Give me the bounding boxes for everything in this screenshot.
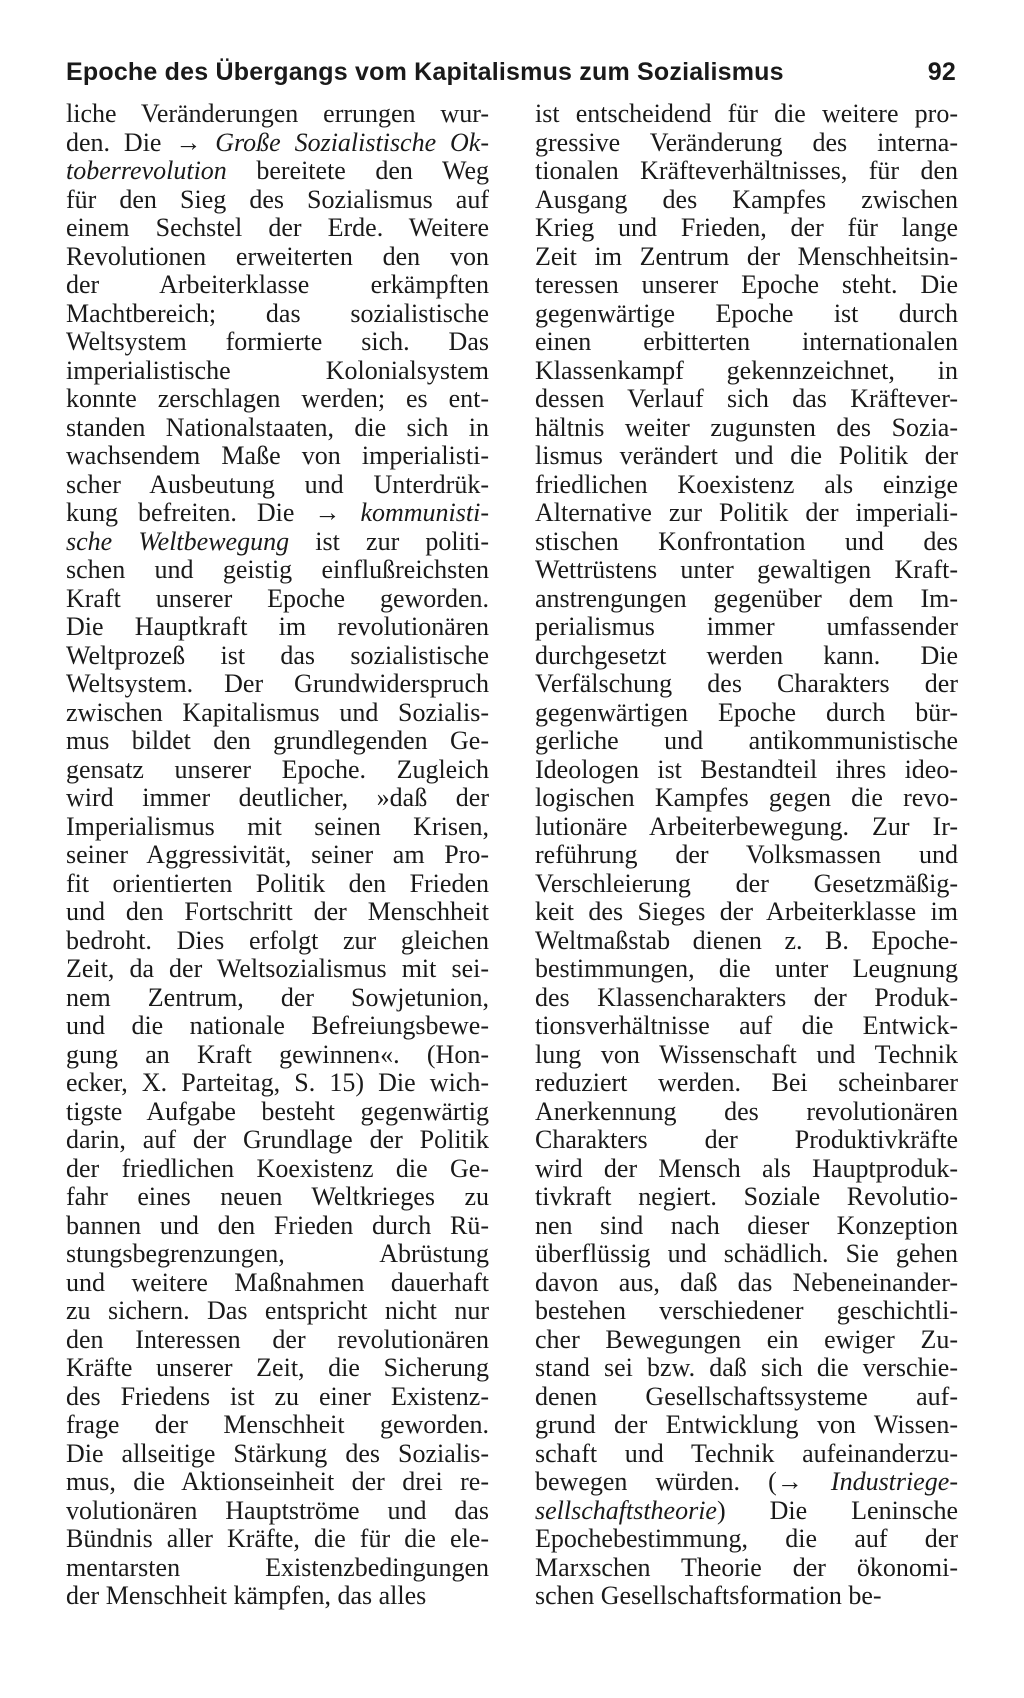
text-line xyxy=(66,1554,489,1583)
text-line xyxy=(66,1326,489,1355)
text-line xyxy=(66,585,489,614)
text-line xyxy=(66,1269,489,1298)
text-line xyxy=(535,1269,958,1298)
text-line xyxy=(535,528,958,557)
text-run: und weitere Maßnahmen dauerhaft xyxy=(66,1268,489,1297)
text-line xyxy=(66,471,489,500)
text-line xyxy=(535,471,958,500)
text-run: Zeit, da der Weltsozialismus mit sei- xyxy=(66,955,489,983)
text-columns xyxy=(66,100,958,1611)
text-line xyxy=(535,100,958,129)
text-line xyxy=(535,1440,958,1469)
text-line xyxy=(66,1297,489,1326)
italic-text-run: kommunisti- xyxy=(360,499,489,527)
text-line xyxy=(535,1126,958,1155)
text-run: Marxschen Theorie der ökonomi- xyxy=(535,1553,958,1582)
text-run: anstrengungen gegenüber dem Im- xyxy=(535,584,958,613)
text-run: zwischen Kapitalismus und Sozialis- xyxy=(66,698,489,727)
text-line xyxy=(66,1383,489,1412)
text-run: imperialistische Kolonialsystem xyxy=(66,356,489,385)
text-run: durchgesetzt werden kann. Die xyxy=(535,641,958,670)
text-line xyxy=(66,1155,489,1184)
text-line xyxy=(535,243,958,272)
text-run: tivkraft negiert. Soziale Revolutio- xyxy=(535,1183,958,1211)
text-line xyxy=(535,1212,958,1241)
text-line xyxy=(535,414,958,443)
text-run: davon aus, daß das Nebeneinander- xyxy=(535,1268,958,1297)
text-run: ) Die Leninsche xyxy=(716,1496,958,1525)
text-run: Weltsystem formierte sich. Das xyxy=(66,328,489,356)
text-run: nem Zentrum, der Sowjetunion, xyxy=(66,983,489,1012)
text-line xyxy=(66,613,489,642)
text-run: Epochebestimmung, die auf der xyxy=(535,1525,958,1553)
text-run: seiner Aggressivität, seiner am Pro- xyxy=(66,841,489,869)
text-line xyxy=(66,1525,489,1554)
text-run: gung an Kraft gewinnen«. (Hon- xyxy=(66,1040,489,1069)
text-run: scher Ausbeutung und Unterdrük- xyxy=(66,470,489,499)
text-line xyxy=(535,870,958,899)
text-line xyxy=(66,1126,489,1155)
text-run: zu sichern. Das entspricht nicht nur xyxy=(66,1297,489,1325)
text-line xyxy=(66,528,489,557)
text-line xyxy=(66,1411,489,1440)
text-line xyxy=(535,300,958,329)
text-line xyxy=(535,670,958,699)
text-run: schen Gesellschaftsformation be- xyxy=(535,1582,882,1610)
text-line xyxy=(66,898,489,927)
text-run: Revolutionen erweiterten den von xyxy=(66,242,489,271)
text-line xyxy=(66,1212,489,1241)
running-head-title: Epoche des Übergangs vom Kapitalismus zum Sozialismus xyxy=(66,58,784,86)
text-run: Alternative zur Politik der imperiali- xyxy=(535,499,958,527)
text-run: reduziert werden. Bei scheinbarer xyxy=(535,1069,958,1097)
text-line xyxy=(535,1326,958,1355)
text-line xyxy=(66,870,489,899)
text-line xyxy=(66,1497,489,1526)
text-run: Ideologen ist Bestandteil ihres ideo- xyxy=(535,755,958,784)
text-run: keit des Sieges der Arbeiterklasse im xyxy=(535,898,958,926)
text-run: mus, die Aktionseinheit der drei re- xyxy=(66,1468,489,1496)
text-line xyxy=(535,186,958,215)
text-run: nen sind nach dieser Konzeption xyxy=(535,1211,958,1240)
text-run: einem Sechstel der Erde. Weitere xyxy=(66,214,489,242)
text-line xyxy=(66,1354,489,1383)
text-line xyxy=(66,243,489,272)
text-line xyxy=(535,1554,958,1583)
text-line xyxy=(535,699,958,728)
text-line xyxy=(66,1012,489,1041)
text-run: der friedlichen Koexistenz die Ge- xyxy=(66,1154,489,1183)
text-line xyxy=(66,642,489,671)
text-run: der Menschheit kämpfen, das alles xyxy=(66,1582,427,1610)
text-run: bestehen verschiedener geschichtli- xyxy=(535,1297,958,1325)
text-run: Klassenkampf gekennzeichnet, in xyxy=(535,356,958,385)
text-run: schaft und Technik aufeinanderzu- xyxy=(535,1439,958,1468)
text-run: Verschleierung der Gesetzmäßig- xyxy=(535,869,958,898)
text-run: Wettrüstens unter gewaltigen Kraft- xyxy=(535,556,958,584)
text-run: kung befreiten. Die → xyxy=(66,499,361,527)
text-run: und den Fortschritt der Menschheit xyxy=(66,898,489,926)
page xyxy=(66,52,958,1611)
text-run: standen Nationalstaaten, die sich in xyxy=(66,413,489,442)
text-run: lismus verändert und die Politik der xyxy=(535,442,958,470)
text-run: den Interessen der revolutionären xyxy=(66,1325,489,1354)
text-run: mus bildet den grundlegenden Ge- xyxy=(66,727,489,755)
text-run: bannen und den Frieden durch Rü- xyxy=(66,1211,489,1240)
text-run: Die allseitige Stärkung des Sozialis- xyxy=(66,1439,489,1468)
italic-text-run: Industriege- xyxy=(830,1468,958,1496)
text-line xyxy=(535,756,958,785)
text-run: ecker, X. Parteitag, S. 15) Die wich- xyxy=(66,1069,489,1097)
running-head xyxy=(66,52,958,92)
page-number: 92 xyxy=(927,58,956,86)
text-run: gegenwärtige Epoche ist durch xyxy=(535,299,958,328)
text-run: liche Veränderungen errungen wur- xyxy=(66,100,489,128)
text-line xyxy=(66,186,489,215)
text-line xyxy=(535,1497,958,1526)
text-run: Imperialismus mit seinen Krisen, xyxy=(66,812,489,841)
text-run: ist zur politi- xyxy=(289,527,489,556)
text-line xyxy=(66,271,489,300)
text-line xyxy=(535,442,958,471)
text-line xyxy=(66,784,489,813)
text-line xyxy=(66,813,489,842)
text-line xyxy=(535,1240,958,1269)
text-line xyxy=(535,642,958,671)
text-line xyxy=(66,927,489,956)
text-line xyxy=(535,1069,958,1098)
text-run: den. Die → xyxy=(66,128,216,157)
text-line xyxy=(535,784,958,813)
text-line xyxy=(66,1468,489,1497)
text-line xyxy=(66,1069,489,1098)
text-run: wachsendem Maße von imperialisti- xyxy=(66,442,489,470)
text-line xyxy=(66,499,489,528)
text-run: Kräfte unserer Zeit, die Sicherung xyxy=(66,1354,489,1382)
text-run: Weltmaßstab dienen z. B. Epoche- xyxy=(535,926,958,955)
text-line xyxy=(535,613,958,642)
text-line xyxy=(66,955,489,984)
text-run: des Friedens ist zu einer Existenz- xyxy=(66,1382,489,1411)
text-line xyxy=(535,1468,958,1497)
text-run: dessen Verlauf sich das Kräftever- xyxy=(535,385,958,413)
text-run: hältnis weiter zugunsten des Sozia- xyxy=(535,413,958,442)
text-run: tionalen Kräfteverhältnisses, für den xyxy=(535,157,958,185)
text-line xyxy=(535,1383,958,1412)
text-line xyxy=(535,328,958,357)
text-line xyxy=(535,385,958,414)
text-run: grund der Entwicklung von Wissen- xyxy=(535,1411,958,1439)
text-run: schen und geistig einflußreichsten xyxy=(66,556,489,584)
text-line xyxy=(66,699,489,728)
text-line xyxy=(535,841,958,870)
text-run: lutionäre Arbeiterbewegung. Zur Ir- xyxy=(535,812,958,841)
text-run: stungsbegrenzungen, Abrüstung xyxy=(66,1240,489,1268)
text-run: bereitete den Weg xyxy=(226,157,489,185)
text-line xyxy=(535,727,958,756)
text-run: perialismus immer umfassender xyxy=(535,613,958,641)
text-line xyxy=(66,442,489,471)
text-line xyxy=(535,1183,958,1212)
text-line xyxy=(535,927,958,956)
text-run: Weltsystem. Der Grundwiderspruch xyxy=(66,670,489,698)
text-run: reführung der Volksmassen und xyxy=(535,841,958,869)
text-run: bestimmungen, die unter Leugnung xyxy=(535,955,958,983)
text-run: tionsverhältnisse auf die Entwick- xyxy=(535,1012,958,1040)
text-line xyxy=(535,1525,958,1554)
text-run: wird der Mensch als Hauptproduk- xyxy=(535,1154,958,1183)
text-line xyxy=(535,357,958,386)
text-line xyxy=(535,214,958,243)
text-line xyxy=(66,357,489,386)
text-run: und die nationale Befreiungsbewe- xyxy=(66,1012,489,1040)
text-run: Die Hauptkraft im revolutionären xyxy=(66,613,489,641)
text-line xyxy=(66,385,489,414)
text-run: des Klassencharakters der Produk- xyxy=(535,983,958,1012)
text-line xyxy=(535,129,958,158)
italic-text-run: sellschaftstheorie xyxy=(535,1496,717,1525)
text-run: Bündnis aller Kräfte, die für die ele- xyxy=(66,1525,489,1553)
text-run: frage der Menschheit geworden. xyxy=(66,1411,489,1439)
text-line xyxy=(66,100,489,129)
text-line xyxy=(66,670,489,699)
text-line xyxy=(66,1440,489,1469)
text-run: gressive Veränderung des interna- xyxy=(535,128,958,157)
text-line xyxy=(535,271,958,300)
text-line xyxy=(66,1041,489,1070)
text-run: cher Bewegungen ein ewiger Zu- xyxy=(535,1325,958,1354)
text-run: Zeit im Zentrum der Menschheitsin- xyxy=(535,242,958,271)
text-line xyxy=(535,1012,958,1041)
text-line xyxy=(535,898,958,927)
text-run: volutionären Hauptströme und das xyxy=(66,1496,489,1525)
text-line xyxy=(66,129,489,158)
text-run: gegenwärtigen Epoche durch bür- xyxy=(535,698,958,727)
text-run: Verfälschung des Charakters der xyxy=(535,670,958,698)
text-line xyxy=(66,756,489,785)
text-line xyxy=(66,1240,489,1269)
text-line xyxy=(535,955,958,984)
text-run: darin, auf der Grundlage der Politik xyxy=(66,1126,489,1154)
italic-text-run: sche Weltbewegung xyxy=(66,527,290,556)
text-run: bedroht. Dies erfolgt zur gleichen xyxy=(66,926,489,955)
text-line xyxy=(535,813,958,842)
text-line xyxy=(66,1183,489,1212)
text-run: stischen Konfrontation und des xyxy=(535,527,958,556)
text-run: bewegen würden. (→ xyxy=(535,1468,831,1496)
text-run: fahr eines neuen Weltkrieges zu xyxy=(66,1183,489,1211)
text-run: Kraft unserer Epoche geworden. xyxy=(66,584,489,613)
text-run: einen erbitterten internationalen xyxy=(535,328,958,356)
text-line xyxy=(66,984,489,1013)
text-line xyxy=(535,1297,958,1326)
text-run: mentarsten Existenzbedingungen xyxy=(66,1553,489,1582)
text-run: denen Gesellschaftssysteme auf- xyxy=(535,1382,958,1411)
text-line xyxy=(66,841,489,870)
text-line xyxy=(535,1155,958,1184)
text-run: Krieg und Frieden, der für lange xyxy=(535,214,958,242)
italic-text-run: toberrevolution xyxy=(66,157,227,185)
text-run: fit orientierten Politik den Frieden xyxy=(66,869,489,898)
text-run: lung von Wissenschaft und Technik xyxy=(535,1040,958,1069)
text-line xyxy=(535,1411,958,1440)
text-run: der Arbeiterklasse erkämpften xyxy=(66,271,489,299)
text-run: Anerkennung des revolutionären xyxy=(535,1097,958,1126)
text-column-right xyxy=(535,100,958,1611)
text-line xyxy=(66,214,489,243)
text-run: Charakters der Produktivkräfte xyxy=(535,1126,958,1154)
text-run: tigste Aufgabe besteht gegenwärtig xyxy=(66,1097,489,1126)
text-line xyxy=(535,1354,958,1383)
text-line xyxy=(66,727,489,756)
text-run: wird immer deutlicher, »daß der xyxy=(66,784,489,812)
text-line xyxy=(66,1098,489,1127)
text-line xyxy=(535,984,958,1013)
text-line xyxy=(535,499,958,528)
text-run: stand sei bzw. daß sich die verschie- xyxy=(535,1354,958,1382)
text-line xyxy=(66,556,489,585)
text-line xyxy=(535,556,958,585)
text-column-left xyxy=(66,100,489,1611)
text-run: für den Sieg des Sozialismus auf xyxy=(66,185,489,214)
text-line xyxy=(535,585,958,614)
text-run: friedlichen Koexistenz als einzige xyxy=(535,470,958,499)
text-line xyxy=(535,1098,958,1127)
text-line xyxy=(66,300,489,329)
text-line xyxy=(66,414,489,443)
text-run: Ausgang des Kampfes zwischen xyxy=(535,185,958,214)
text-line xyxy=(66,1582,489,1611)
text-run: logischen Kampfes gegen die revo- xyxy=(535,784,958,812)
text-run: gensatz unserer Epoche. Zugleich xyxy=(66,755,489,784)
text-line xyxy=(535,157,958,186)
text-run: gerliche und antikommunistische xyxy=(535,727,958,755)
text-line xyxy=(66,328,489,357)
text-run: konnte zerschlagen werden; es ent- xyxy=(66,385,489,413)
text-run: Machtbereich; das sozialistische xyxy=(66,299,489,328)
text-run: Weltprozeß ist das sozialistische xyxy=(66,641,489,670)
text-run: teressen unserer Epoche steht. Die xyxy=(535,271,958,299)
italic-text-run: Große Sozialistische Ok- xyxy=(215,128,489,157)
text-run: ist entscheidend für die weitere pro- xyxy=(535,100,958,128)
text-line xyxy=(535,1041,958,1070)
text-line xyxy=(66,157,489,186)
text-run: überflüssig und schädlich. Sie gehen xyxy=(535,1240,958,1268)
text-line xyxy=(535,1582,958,1611)
